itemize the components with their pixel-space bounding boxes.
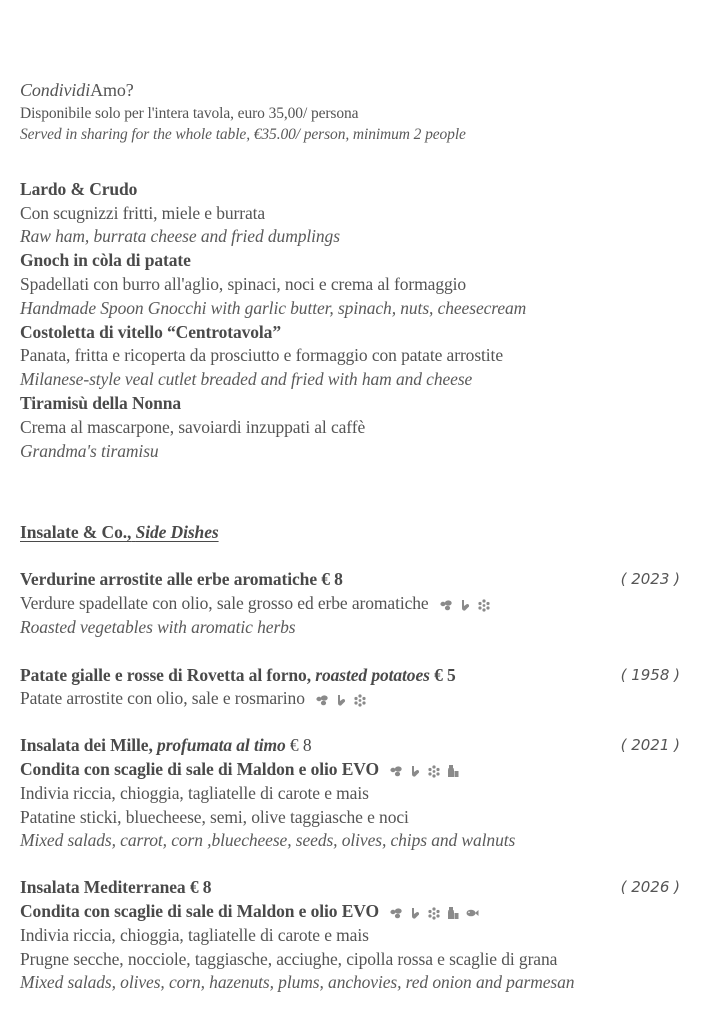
dish-code: ( 2023 ): [620, 570, 680, 589]
course-name: Tiramisù della Nonna: [20, 392, 182, 413]
dish-desc-en: Mixed salads, olives, corn, hazenuts, plums, anchovies, red onion and parmesan: [20, 972, 575, 993]
allergen-icons: [439, 598, 491, 612]
mustard-icon: [353, 693, 367, 707]
course-desc-en: Raw ham, burrata cheese and fried dumplings: [20, 226, 340, 247]
allergen-icons: [389, 906, 479, 920]
course-desc-it: Panata, fritta e ricoperta da prosciutto e formaggio con patate arrostite: [20, 345, 503, 366]
dish-name-italic: roasted potatoes: [315, 664, 430, 685]
dish-desc-text: Patate arrostite con olio, sale e rosmarino: [20, 688, 305, 709]
beans-icon: [315, 693, 329, 707]
celery-icon: [408, 906, 422, 920]
dish-code: ( 2026 ): [620, 878, 680, 897]
beans-icon: [439, 598, 453, 612]
dish-name: [20, 664, 700, 688]
course: [20, 249, 700, 320]
mustard-icon: [427, 764, 441, 778]
dish-dressing-text: Condita con scaglie di sale di Maldon e olio EVO: [20, 758, 379, 779]
sharing-menu-section: [20, 79, 700, 463]
dish-price: € 8: [289, 735, 312, 756]
course-desc-it: Con scugnizzi fritti, miele e burrata: [20, 202, 266, 223]
side-dish-item: [20, 568, 700, 639]
section-heading-regular: Insalate & Co.,: [20, 522, 132, 543]
course: [20, 392, 700, 463]
dish-desc-it: Indivia riccia, chioggia, tagliatelle di carote e mais: [20, 924, 369, 945]
dish-desc-en: Mixed salads, carrot, corn ,bluecheese, seeds, olives, chips and walnuts: [20, 830, 516, 851]
course-name: Gnoch in còla di patate: [20, 250, 191, 271]
celery-icon: [458, 598, 472, 612]
dish-name: [20, 734, 700, 758]
dish-dressing: [20, 758, 700, 782]
fish-icon: [465, 906, 479, 920]
section-heading: [20, 521, 700, 545]
course-desc-it: Crema al mascarpone, savoiardi inzuppati al caffè: [20, 416, 366, 437]
dish-desc-it: Indivia riccia, chioggia, tagliatelle di carote e mais: [20, 782, 369, 803]
course-name: Lardo & Crudo: [20, 178, 138, 199]
side-dishes-section: [20, 521, 700, 995]
course-desc-en: Grandma's tiramisu: [20, 440, 159, 461]
dish-code: ( 2021 ): [620, 736, 680, 755]
sharing-title-regular: Amo?: [90, 80, 134, 100]
allergen-icons: [389, 764, 460, 778]
beans-icon: [389, 906, 403, 920]
dish-name-italic: profumata al timo: [157, 735, 286, 756]
menu-page: [20, 79, 700, 995]
dish-desc-it: [20, 592, 700, 616]
sharing-note-en: Served in sharing for the whole table, €35.00/ person, minimum 2 people: [20, 125, 466, 143]
side-dish-item: [20, 664, 700, 712]
dish-desc-text: Verdure spadellate con olio, sale grosso ed erbe aromatiche: [20, 592, 429, 613]
sharing-note-it: Disponibile solo per l'intera tavola, euro 35,00/ persona: [20, 104, 359, 122]
mustard-icon: [427, 906, 441, 920]
milk-icon: [446, 906, 460, 920]
celery-icon: [408, 764, 422, 778]
sharing-title: [20, 79, 700, 103]
allergen-icons: [315, 693, 367, 707]
sharing-title-italic: Condividi: [20, 80, 91, 100]
beans-icon: [389, 764, 403, 778]
dish-desc-it: Patatine sticki, bluecheese, semi, olive taggiasche e noci: [20, 806, 409, 827]
dish-desc-it: [20, 687, 700, 711]
dish-name: Verdurine arrostite alle erbe aromatiche € 8: [20, 569, 343, 590]
celery-icon: [334, 693, 348, 707]
dish-price: € 5: [434, 664, 456, 685]
dish-name: Insalata Mediterranea € 8: [20, 877, 212, 898]
course-desc-en: Milanese-style veal cutlet breaded and fried with ham and cheese: [20, 369, 473, 390]
dish-code: ( 1958 ): [620, 665, 680, 684]
section-heading-italic: Side Dishes: [135, 522, 219, 543]
mustard-icon: [477, 598, 491, 612]
course: [20, 321, 700, 392]
dish-dressing: [20, 900, 700, 924]
side-dish-item: [20, 734, 700, 853]
dish-name-regular: Insalata dei Mille,: [20, 735, 153, 756]
course-name: Costoletta di vitello “Centrotavola”: [20, 321, 281, 342]
dish-dressing-text: Condita con scaglie di sale di Maldon e olio EVO: [20, 900, 379, 921]
dish-desc-en: Roasted vegetables with aromatic herbs: [20, 616, 296, 637]
course-desc-it: Spadellati con burro all'aglio, spinaci, noci e crema al formaggio: [20, 273, 467, 294]
dish-desc-it: Prugne secche, nocciole, taggiasche, acciughe, cipolla rossa e scaglie di grana: [20, 948, 558, 969]
milk-icon: [446, 764, 460, 778]
side-dish-item: [20, 876, 700, 995]
course-desc-en: Handmade Spoon Gnocchi with garlic butter, spinach, nuts, cheesecream: [20, 297, 527, 318]
dish-name-regular: Patate gialle e rosse di Rovetta al forno,: [20, 664, 311, 685]
course: [20, 178, 700, 249]
